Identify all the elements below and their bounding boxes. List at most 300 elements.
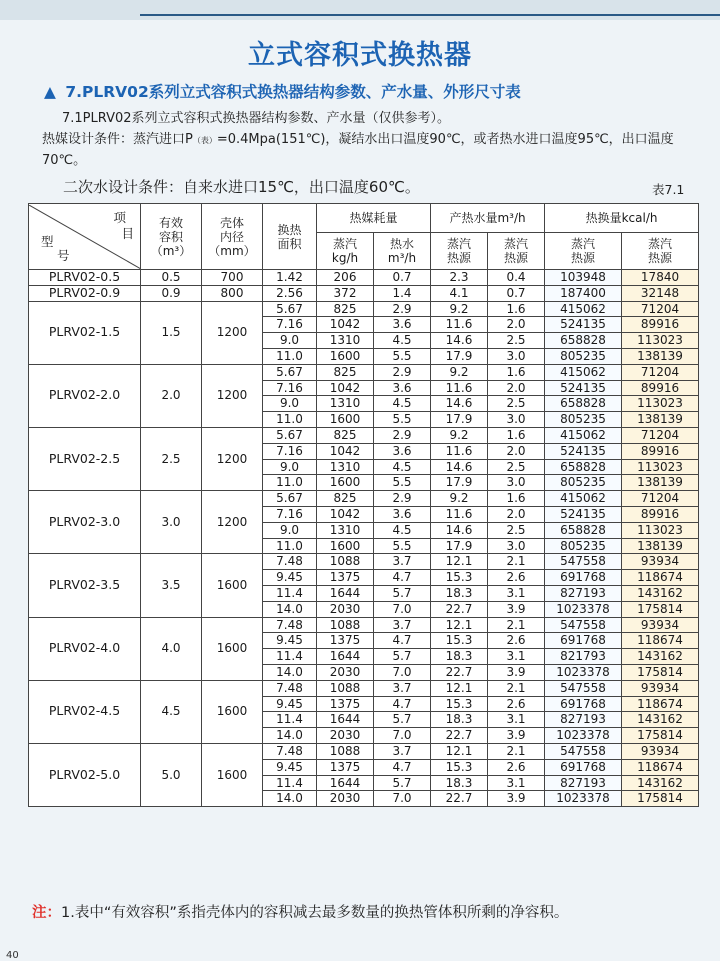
heat-src-b-cell: 143162 <box>622 712 699 728</box>
heat-src-a-cell: 691768 <box>545 633 622 649</box>
header-steam <box>317 233 374 270</box>
heat-src-b-cell: 17840 <box>622 270 699 286</box>
steam-cell: 1042 <box>317 380 374 396</box>
water-src-b-cell: 1.6 <box>488 491 545 507</box>
area-cell: 11.0 <box>263 475 317 491</box>
heat-src-a-cell: 805235 <box>545 475 622 491</box>
water-src-a-cell: 12.1 <box>431 680 488 696</box>
area-cell: 11.4 <box>263 649 317 665</box>
heat-src-a-cell: 691768 <box>545 696 622 712</box>
area-cell: 11.0 <box>263 412 317 428</box>
water-src-b-cell: 3.0 <box>488 538 545 554</box>
heat-src-b-cell: 143162 <box>622 775 699 791</box>
heat-src-b-cell: 118674 <box>622 570 699 586</box>
hot-water-cell: 3.7 <box>374 617 431 633</box>
cond1-part-b: =0.4Mpa(151℃)，凝结水出口温度90℃，或者热水进口温度95℃，出口温度 <box>216 132 674 147</box>
steam-cell: 2030 <box>317 791 374 807</box>
water-src-b-cell: 3.1 <box>488 585 545 601</box>
water-src-b-cell: 3.0 <box>488 348 545 364</box>
area-cell: 14.0 <box>263 601 317 617</box>
area-cell: 1.42 <box>263 270 317 286</box>
steam-cell: 825 <box>317 301 374 317</box>
heat-src-a-cell: 827193 <box>545 775 622 791</box>
heat-src-a-cell: 658828 <box>545 396 622 412</box>
water-src-b-cell: 2.1 <box>488 743 545 759</box>
shell-cell: 1200 <box>202 427 263 490</box>
page-title: 立式容积式换热器 <box>248 40 472 71</box>
area-cell: 7.48 <box>263 743 317 759</box>
heat-src-b-cell: 71204 <box>622 301 699 317</box>
steam-cell: 1375 <box>317 570 374 586</box>
heat-src-b-cell: 113023 <box>622 333 699 349</box>
heat-src-a-cell: 658828 <box>545 459 622 475</box>
heat-src-a-cell: 691768 <box>545 759 622 775</box>
model-cell: PLRV02-5.0 <box>29 743 141 806</box>
area-cell: 9.0 <box>263 333 317 349</box>
water-src-a-cell: 14.6 <box>431 459 488 475</box>
water-src-a-cell: 12.1 <box>431 617 488 633</box>
area-cell: 9.45 <box>263 633 317 649</box>
water-src-a-cell: 15.3 <box>431 570 488 586</box>
spec-table <box>28 203 699 807</box>
cond1-part-a: 热媒设计条件：蒸汽进口P <box>42 132 193 147</box>
water-src-a-cell: 9.2 <box>431 301 488 317</box>
header-diagonal-cell <box>29 204 141 270</box>
section-title <box>44 80 521 102</box>
heat-src-b-cell: 175814 <box>622 601 699 617</box>
table-row <box>29 427 699 443</box>
hot-water-cell: 7.0 <box>374 791 431 807</box>
subsection-text: 7.1PLRV02系列立式容积式换热器结构参数、产水量（仅供参考）。 <box>62 111 451 126</box>
water-src-b-cell: 1.6 <box>488 364 545 380</box>
water-src-b-cell: 3.9 <box>488 791 545 807</box>
area-cell: 2.56 <box>263 285 317 301</box>
area-cell: 9.45 <box>263 570 317 586</box>
steam-cell: 1310 <box>317 522 374 538</box>
volume-cell: 2.5 <box>141 427 202 490</box>
water-src-b-cell: 3.1 <box>488 712 545 728</box>
heat-src-a-cell: 805235 <box>545 412 622 428</box>
heat-src-b-cell: 71204 <box>622 427 699 443</box>
heat-src-a-cell: 1023378 <box>545 728 622 744</box>
header-shell-l2: 内径 <box>219 229 244 244</box>
header-item-b: 目 <box>121 225 134 241</box>
water-src-b-cell: 3.1 <box>488 775 545 791</box>
volume-cell: 0.9 <box>141 285 202 301</box>
hot-water-cell: 2.9 <box>374 364 431 380</box>
heat-src-b-cell: 89916 <box>622 506 699 522</box>
area-cell: 5.67 <box>263 427 317 443</box>
spec-table-body <box>29 270 699 807</box>
heat-src-b-cell: 113023 <box>622 396 699 412</box>
shell-cell: 1600 <box>202 680 263 743</box>
area-cell: 14.0 <box>263 791 317 807</box>
header-volume-l2: 容积 <box>158 229 183 244</box>
header-src-a-l1: 蒸汽 <box>447 237 472 251</box>
steam-cell: 1600 <box>317 412 374 428</box>
area-cell: 7.48 <box>263 617 317 633</box>
heat-src-a-cell: 103948 <box>545 270 622 286</box>
heat-src-a-cell: 524135 <box>545 317 622 333</box>
water-src-a-cell: 9.2 <box>431 427 488 443</box>
heat-src-a-cell: 547558 <box>545 743 622 759</box>
hot-water-cell: 3.6 <box>374 506 431 522</box>
header-src-b-l1: 蒸汽 <box>504 237 529 251</box>
header-hot-water <box>374 233 431 270</box>
page-number: 40 <box>6 950 19 961</box>
header-shell <box>202 204 263 270</box>
water-src-a-cell: 18.3 <box>431 775 488 791</box>
heat-src-b-cell: 113023 <box>622 459 699 475</box>
model-cell: PLRV02-3.5 <box>29 554 141 617</box>
hot-water-cell: 5.7 <box>374 649 431 665</box>
hot-water-cell: 5.5 <box>374 538 431 554</box>
heat-src-a-cell: 1023378 <box>545 791 622 807</box>
triangle-icon: ▲ <box>44 83 56 101</box>
steam-cell: 1042 <box>317 317 374 333</box>
header-src-b-l2: 热源 <box>504 251 529 265</box>
steam-cell: 1310 <box>317 459 374 475</box>
volume-cell: 5.0 <box>141 743 202 806</box>
heat-src-a-cell: 691768 <box>545 570 622 586</box>
steam-cell: 206 <box>317 270 374 286</box>
steam-cell: 825 <box>317 491 374 507</box>
table-number: 表7.1 <box>652 182 685 197</box>
heat-src-a-cell: 415062 <box>545 301 622 317</box>
water-src-b-cell: 3.0 <box>488 412 545 428</box>
hot-water-cell: 5.7 <box>374 775 431 791</box>
header-diagonal <box>29 205 140 269</box>
header-volume-l3: （m³） <box>150 243 192 258</box>
hot-water-cell: 3.6 <box>374 443 431 459</box>
hot-water-cell: 3.7 <box>374 743 431 759</box>
section-title-text: 7.PLRV02系列立式容积式换热器结构参数、产水量、外形尺寸表 <box>65 83 521 101</box>
water-src-a-cell: 17.9 <box>431 412 488 428</box>
area-cell: 7.16 <box>263 443 317 459</box>
steam-cell: 825 <box>317 427 374 443</box>
header-src-d-l1: 蒸汽 <box>648 237 673 251</box>
area-cell: 7.48 <box>263 680 317 696</box>
area-cell: 11.0 <box>263 348 317 364</box>
top-banner <box>0 0 720 20</box>
heat-src-a-cell: 547558 <box>545 617 622 633</box>
area-cell: 14.0 <box>263 728 317 744</box>
steam-cell: 1042 <box>317 506 374 522</box>
water-src-a-cell: 2.3 <box>431 270 488 286</box>
heat-src-a-cell: 524135 <box>545 443 622 459</box>
header-model-a: 型 <box>41 233 54 249</box>
steam-cell: 372 <box>317 285 374 301</box>
water-src-b-cell: 2.5 <box>488 396 545 412</box>
heat-src-a-cell: 187400 <box>545 285 622 301</box>
table-row <box>29 270 699 286</box>
area-cell: 14.0 <box>263 664 317 680</box>
water-src-a-cell: 9.2 <box>431 491 488 507</box>
volume-cell: 3.0 <box>141 491 202 554</box>
water-src-b-cell: 2.6 <box>488 696 545 712</box>
water-src-a-cell: 12.1 <box>431 743 488 759</box>
steam-cell: 1600 <box>317 538 374 554</box>
water-src-b-cell: 2.6 <box>488 570 545 586</box>
steam-cell: 1088 <box>317 743 374 759</box>
steam-cell: 1088 <box>317 680 374 696</box>
heat-src-b-cell: 71204 <box>622 364 699 380</box>
hot-water-cell: 3.7 <box>374 554 431 570</box>
heat-src-b-cell: 138139 <box>622 538 699 554</box>
water-src-a-cell: 17.9 <box>431 538 488 554</box>
hot-water-cell: 4.5 <box>374 333 431 349</box>
hot-water-cell: 5.5 <box>374 348 431 364</box>
water-src-a-cell: 18.3 <box>431 649 488 665</box>
heat-src-b-cell: 118674 <box>622 633 699 649</box>
heat-src-b-cell: 118674 <box>622 696 699 712</box>
heat-src-a-cell: 658828 <box>545 522 622 538</box>
header-src-c <box>545 233 622 270</box>
shell-cell: 700 <box>202 270 263 286</box>
footnote <box>32 901 568 922</box>
hot-water-cell: 4.7 <box>374 633 431 649</box>
water-src-a-cell: 22.7 <box>431 728 488 744</box>
heat-src-b-cell: 71204 <box>622 491 699 507</box>
heat-src-a-cell: 821793 <box>545 649 622 665</box>
heat-src-b-cell: 138139 <box>622 348 699 364</box>
steam-cell: 2030 <box>317 601 374 617</box>
area-cell: 5.67 <box>263 301 317 317</box>
shell-cell: 1200 <box>202 301 263 364</box>
water-src-a-cell: 22.7 <box>431 601 488 617</box>
water-src-b-cell: 2.0 <box>488 380 545 396</box>
area-cell: 7.16 <box>263 317 317 333</box>
water-src-a-cell: 11.6 <box>431 506 488 522</box>
header-volume <box>141 204 202 270</box>
shell-cell: 1600 <box>202 554 263 617</box>
header-src-b <box>488 233 545 270</box>
header-heat-exchange: 热换量kcal/h <box>545 204 699 233</box>
heat-src-a-cell: 827193 <box>545 585 622 601</box>
heat-src-a-cell: 524135 <box>545 380 622 396</box>
header-src-c-l2: 热源 <box>571 251 596 265</box>
model-cell: PLRV02-2.5 <box>29 427 141 490</box>
steam-cell: 1375 <box>317 759 374 775</box>
header-hotw-l1: 热水 <box>390 237 415 251</box>
footnote-label: 注： <box>32 905 61 921</box>
shell-cell: 1600 <box>202 617 263 680</box>
hot-water-cell: 4.7 <box>374 759 431 775</box>
area-cell: 9.0 <box>263 459 317 475</box>
header-src-a <box>431 233 488 270</box>
hot-water-cell: 3.7 <box>374 680 431 696</box>
model-cell: PLRV02-1.5 <box>29 301 141 364</box>
header-area <box>263 204 317 270</box>
hot-water-cell: 3.6 <box>374 317 431 333</box>
hot-water-cell: 7.0 <box>374 728 431 744</box>
header-src-d <box>622 233 699 270</box>
table-row <box>29 301 699 317</box>
volume-cell: 3.5 <box>141 554 202 617</box>
header-volume-l1: 有效 <box>158 215 183 230</box>
hot-water-cell: 4.5 <box>374 459 431 475</box>
water-src-b-cell: 2.5 <box>488 333 545 349</box>
water-src-b-cell: 1.6 <box>488 427 545 443</box>
area-cell: 11.4 <box>263 775 317 791</box>
hot-water-cell: 4.7 <box>374 570 431 586</box>
heat-src-b-cell: 143162 <box>622 649 699 665</box>
heat-src-b-cell: 93934 <box>622 680 699 696</box>
shell-cell: 1200 <box>202 491 263 554</box>
water-src-b-cell: 0.7 <box>488 285 545 301</box>
water-src-a-cell: 15.3 <box>431 759 488 775</box>
cond1-subscript: （表） <box>192 136 217 145</box>
heat-src-b-cell: 175814 <box>622 728 699 744</box>
shell-cell: 800 <box>202 285 263 301</box>
steam-cell: 1310 <box>317 396 374 412</box>
hot-water-cell: 4.5 <box>374 522 431 538</box>
water-src-a-cell: 18.3 <box>431 585 488 601</box>
heat-src-b-cell: 89916 <box>622 380 699 396</box>
water-src-b-cell: 3.9 <box>488 664 545 680</box>
heat-src-b-cell: 143162 <box>622 585 699 601</box>
water-src-b-cell: 2.5 <box>488 459 545 475</box>
steam-cell: 1310 <box>317 333 374 349</box>
water-src-a-cell: 11.6 <box>431 317 488 333</box>
steam-cell: 1088 <box>317 554 374 570</box>
heat-src-a-cell: 547558 <box>545 554 622 570</box>
water-src-b-cell: 2.5 <box>488 522 545 538</box>
header-model-b: 号 <box>57 247 70 263</box>
water-src-b-cell: 2.1 <box>488 680 545 696</box>
heat-src-a-cell: 415062 <box>545 364 622 380</box>
heat-src-b-cell: 93934 <box>622 554 699 570</box>
area-cell: 9.0 <box>263 522 317 538</box>
steam-cell: 1088 <box>317 617 374 633</box>
heat-src-b-cell: 89916 <box>622 317 699 333</box>
water-src-b-cell: 2.0 <box>488 317 545 333</box>
footnote-text: 1.表中“有效容积”系指壳体内的容积减去最多数量的换热管体积所剩的净容积。 <box>61 905 569 921</box>
area-cell: 5.67 <box>263 364 317 380</box>
heat-src-a-cell: 1023378 <box>545 601 622 617</box>
steam-cell: 1600 <box>317 475 374 491</box>
steam-cell: 1644 <box>317 775 374 791</box>
secondary-water-conditions: 二次水设计条件：自来水进口15℃，出口温度60℃。 <box>63 178 420 196</box>
hot-water-cell: 2.9 <box>374 427 431 443</box>
model-cell: PLRV02-3.0 <box>29 491 141 554</box>
area-cell: 7.16 <box>263 506 317 522</box>
hot-water-cell: 4.5 <box>374 396 431 412</box>
header-src-c-l1: 蒸汽 <box>571 237 596 251</box>
area-cell: 5.67 <box>263 491 317 507</box>
heat-src-b-cell: 89916 <box>622 443 699 459</box>
water-src-a-cell: 14.6 <box>431 333 488 349</box>
area-cell: 9.0 <box>263 396 317 412</box>
header-shell-l1: 壳体 <box>219 215 244 230</box>
water-src-a-cell: 15.3 <box>431 633 488 649</box>
shell-cell: 1200 <box>202 364 263 427</box>
heat-src-b-cell: 93934 <box>622 743 699 759</box>
water-src-b-cell: 2.6 <box>488 633 545 649</box>
heat-src-a-cell: 805235 <box>545 348 622 364</box>
steam-cell: 2030 <box>317 664 374 680</box>
heat-medium-conditions <box>42 130 702 171</box>
heat-src-b-cell: 118674 <box>622 759 699 775</box>
water-src-a-cell: 11.6 <box>431 380 488 396</box>
area-cell: 11.0 <box>263 538 317 554</box>
hot-water-cell: 0.7 <box>374 270 431 286</box>
area-cell: 9.45 <box>263 759 317 775</box>
hot-water-cell: 1.4 <box>374 285 431 301</box>
hot-water-cell: 4.7 <box>374 696 431 712</box>
hot-water-cell: 3.6 <box>374 380 431 396</box>
water-src-a-cell: 17.9 <box>431 475 488 491</box>
heat-src-a-cell: 524135 <box>545 506 622 522</box>
water-src-a-cell: 14.6 <box>431 396 488 412</box>
header-hotw-l2: m³/h <box>387 251 417 265</box>
model-cell: PLRV02-0.9 <box>29 285 141 301</box>
header-steam-l1: 蒸汽 <box>332 237 357 251</box>
header-consumption: 热媒耗量 <box>317 204 431 233</box>
heat-src-b-cell: 93934 <box>622 617 699 633</box>
water-src-b-cell: 2.1 <box>488 554 545 570</box>
heat-src-a-cell: 805235 <box>545 538 622 554</box>
hot-water-cell: 5.7 <box>374 585 431 601</box>
table-row <box>29 285 699 301</box>
hot-water-cell: 5.5 <box>374 475 431 491</box>
hot-water-cell: 2.9 <box>374 301 431 317</box>
model-cell: PLRV02-0.5 <box>29 270 141 286</box>
hot-water-cell: 7.0 <box>374 664 431 680</box>
water-src-a-cell: 22.7 <box>431 791 488 807</box>
water-src-b-cell: 2.0 <box>488 443 545 459</box>
volume-cell: 0.5 <box>141 270 202 286</box>
water-src-a-cell: 9.2 <box>431 364 488 380</box>
top-banner-line <box>140 14 720 16</box>
heat-src-a-cell: 1023378 <box>545 664 622 680</box>
volume-cell: 4.5 <box>141 680 202 743</box>
header-shell-l3: （mm） <box>208 243 256 258</box>
header-src-a-l2: 热源 <box>447 251 472 265</box>
area-cell: 11.4 <box>263 712 317 728</box>
area-cell: 7.48 <box>263 554 317 570</box>
water-src-a-cell: 18.3 <box>431 712 488 728</box>
header-src-d-l2: 热源 <box>648 251 673 265</box>
water-src-b-cell: 2.6 <box>488 759 545 775</box>
water-src-b-cell: 1.6 <box>488 301 545 317</box>
header-water-output: 产热水量m³/h <box>431 204 545 233</box>
shell-cell: 1600 <box>202 743 263 806</box>
steam-cell: 1375 <box>317 696 374 712</box>
steam-cell: 1375 <box>317 633 374 649</box>
steam-cell: 1644 <box>317 649 374 665</box>
hot-water-cell: 2.9 <box>374 491 431 507</box>
table-row <box>29 364 699 380</box>
area-cell: 11.4 <box>263 585 317 601</box>
heat-src-a-cell: 415062 <box>545 491 622 507</box>
water-src-a-cell: 4.1 <box>431 285 488 301</box>
heat-src-a-cell: 658828 <box>545 333 622 349</box>
model-cell: PLRV02-4.5 <box>29 680 141 743</box>
steam-cell: 1644 <box>317 712 374 728</box>
water-src-b-cell: 3.9 <box>488 728 545 744</box>
steam-cell: 1042 <box>317 443 374 459</box>
water-src-b-cell: 3.1 <box>488 649 545 665</box>
heat-src-a-cell: 827193 <box>545 712 622 728</box>
steam-cell: 1644 <box>317 585 374 601</box>
volume-cell: 2.0 <box>141 364 202 427</box>
volume-cell: 4.0 <box>141 617 202 680</box>
water-src-a-cell: 11.6 <box>431 443 488 459</box>
hot-water-cell: 5.5 <box>374 412 431 428</box>
model-cell: PLRV02-2.0 <box>29 364 141 427</box>
area-cell: 9.45 <box>263 696 317 712</box>
